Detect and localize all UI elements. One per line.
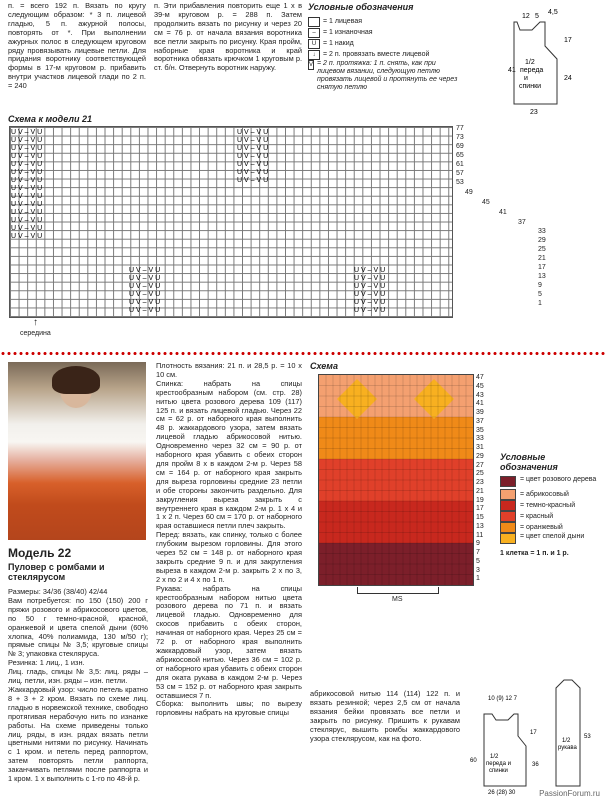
svg-text:23: 23 [530,109,538,116]
model22-text: Размеры: 34/36 (38/40) 42/44 Вам потребуется: по 150 (150) 200 г пряжи розового и абрикосового цветов, по 50 г темно-красной, красной, оранжевой и цвета спелой дыни (60% хлопка, 40% полиамида, 130 м/50 г); прямые спицы № 3,5; круговые спицы № 3; упаковка стекляруса. Резинка: 1 лиц., 1 изн. Лиц. гладь, спицы № 3,5: лиц. ряды – лиц. петли, изн. ряды – изн. петли. Жаккардовый узор: число петель кратно 8 + 3 + 2 кром. Вязать по схеме лиц. гладью в норвежской технике, свободно протягивая нерабочую нить по изнанке работы. На схеме приведены только лиц. ряды, в изн. рядах вязать петли цветными нитями по рисунку. Начинать с 1 кром. и петель перед раппортом, затем повторять петли раппорта, заканчивать петлями после раппорта и 1 кром. 1 х выполнить с 1-го по 48-й р. [8,588,148,784]
svg-text:U V – V U: U V – V U [11,145,43,152]
svg-text:U V – V U: U V – V U [11,185,43,192]
legend-color-darkred: = темно-красный [500,500,602,511]
svg-text:U V – V U: U V – V U [237,137,269,144]
svg-text:10 (9) 12 7: 10 (9) 12 7 [488,696,518,702]
svg-text:17: 17 [530,730,537,736]
svg-text:U V – V U: U V – V U [129,267,161,274]
svg-text:1/2: 1/2 [490,754,499,760]
svg-text:U V – V U: U V – V U [11,233,43,240]
svg-text:спинки: спинки [519,83,542,90]
svg-text:U V – V U: U V – V U [354,291,386,298]
arrow-up-icon: ↑ [33,317,38,328]
svg-text:1/2: 1/2 [562,738,571,744]
svg-text:спинки: спинки [489,768,508,774]
svg-text:U V – V U: U V – V U [237,153,269,160]
svg-text:24: 24 [564,75,572,82]
svg-text:60: 60 [470,758,477,764]
svg-text:U V – V U: U V – V U [237,145,269,152]
svg-text:и: и [524,75,528,82]
chart1-symbols [9,126,453,318]
pattern-schematic-bottom [460,676,604,796]
svg-text:U V – V U: U V – V U [11,161,43,168]
svg-text:U V – V U: U V – V U [11,153,43,160]
svg-text:U V – V U: U V – V U [237,169,269,176]
legend-item-yarnover: U = 1 накид [308,38,458,49]
svg-text:U V – V U: U V – V U [129,283,161,290]
svg-text:U V – V U: U V – V U [354,267,386,274]
section-divider [0,352,606,355]
top-text-col2: п. Эти прибавления повторить еще 1 х в 39-м круговом р. = 288 п. Затем продолжить вязать по рисунку и через 20 см = 76 р. от начала вязания воротника все петли закрыть по рисунку. Края пройм, наборные края воротника и край воротника обвязать крючком 1 круговым р. ст. б/н. Отвернуть воротник наружу. [154,1,302,73]
legend-item-knit: = 1 лицевая [308,16,458,27]
svg-text:U V – V U: U V – V U [11,137,43,144]
pattern-schematic-top [462,4,602,116]
svg-text:U V – V U: U V – V U [11,193,43,200]
svg-text:12: 12 [522,13,530,20]
legend-title: Условные обозначения [308,2,414,12]
svg-text:U V – V U: U V – V U [11,217,43,224]
svg-text:26 (28) 30: 26 (28) 30 [488,790,516,796]
chart2-title: Схема [310,361,338,371]
legend-note: 1 клетка = 1 п. и 1 р. [500,550,569,557]
legend-color-rose: = цвет розового дерева [500,476,602,487]
svg-text:U V – V U: U V – V U [129,275,161,282]
model-photo [8,362,146,540]
svg-text:36: 36 [532,762,539,768]
svg-text:U V – V U: U V – V U [354,275,386,282]
legend-item-ssk: V = 2 п. протяжка: 1 п. снять, как при лицевом вязании, следующую петлю провязать лицевой и протянуть ее через снятую петлю [309,60,458,91]
model22-subtitle: Пуловер с ромбами и стеклярусом [8,562,105,582]
svg-text:U V – V U: U V – V U [11,177,43,184]
svg-text:U V – V U: U V – V U [129,299,161,306]
legend-color-orange: = оранжевый [500,522,602,533]
svg-text:переда: переда [520,67,544,74]
svg-text:U V – V U: U V – V U [354,283,386,290]
svg-text:1/2: 1/2 [525,59,535,66]
svg-text:U V – V U: U V – V U [237,177,269,184]
chart2-row-numbers: 47 45 43 41 39 37 35 33 31 29 27 25 23 21 19 17 15 13 11 9 7 5 3 1 [476,374,484,583]
legend-color-melon: = цвет спелой дыни [500,533,602,544]
legend-colors: Условные обозначения = цвет розового дерева = абрикосовый = темно-красный = красный = оранжевый = цвет спелой дыни 1 клетка = 1 п. и 1 р. [500,452,602,557]
svg-text:переда и: переда и [486,761,511,767]
ms-bracket [357,587,439,594]
svg-text:U V – V U: U V – V U [237,161,269,168]
svg-text:4,5: 4,5 [548,9,558,16]
svg-text:41: 41 [508,67,516,74]
svg-text:U V – V U: U V – V U [129,291,161,298]
chart2-diamond [318,374,474,586]
svg-text:U V – V U: U V – V U [11,201,43,208]
chart1-center-label: середина [20,330,51,337]
svg-text:U V – V U: U V – V U [354,307,386,314]
legend-symbols [308,2,458,92]
legend-item-purl: – = 1 изнаночная [308,27,458,38]
chart1-row-numbers: 77 73 69 65 61 57 53 49 45 41 37 33 29 25 21 17 13 9 5 1 [456,125,546,307]
svg-text:U V – V U: U V – V U [354,299,386,306]
top-text-col1: п. = всего 192 п. Вязать по кругу следующим образом: * 3 п. лицевой гладью, 5 п. ажурной полосы, повторять от *. При выполнении ажурных полос в следующем круговом ряду провязывать лицевые петли. Для придания воротнику соответствующей формы в 17-м круговом р. прибавить внутри участков лицевой глади по 2 п. = 240 [8,1,146,91]
svg-text:U V – V U: U V – V U [129,307,161,314]
legend-color-red: = красный [500,511,602,522]
svg-text:рукава: рукава [558,745,577,751]
legend-color-apricot: = абрикосовый [500,489,602,500]
svg-text:U V – V U: U V – V U [11,129,43,136]
watermark: PassionForum.ru [539,789,600,798]
svg-text:5: 5 [535,13,539,20]
svg-text:17: 17 [564,37,572,44]
model22-title: Модель 22 [8,546,72,560]
svg-text:U V – V U: U V – V U [11,209,43,216]
chart1-title: Схема к модели 21 [8,114,92,124]
svg-text:53: 53 [584,734,591,740]
svg-text:U V – V U: U V – V U [237,129,269,136]
middle-text: Плотность вязания: 21 п. и 28,5 р. = 10 х 10 см. Спинка: набрать на спицы крестообразным набором (см. стр. 28) нитью цвета розового дерева 109 (117) 125 п. и вязать лицевой гладью. Через 22 см = 62 р. от наборного края выполнить 48 р. жаккардового узора, затем вязать лицевой гладью абрикосовой нитью. Одновременно через 32 см = 90 р. от наборного края убавить с обеих сторон для пройм 8 х в каждом 2-м р. Через 58 см = 164 р. от наборного края закрыть для выреза горловины средние 23 петли и обе стороны закончить раздельно. Для закругления выреза закрыть с внутреннего края в каждом 2-м р. 1 х 4 и 1 х 2 п. Через 60 см = 170 р. от наборного края оставшиеся петли плеч закрыть. Перед: вязать, как спинку, только с более глубоким вырезом горловины. Для этого через 52 см = 148 р. от наборного края закрыть средние 9 п. и для закругления выреза в каждом 2-м р. закрыть 2 х по 3, 2 х по 2 и 4 х по 1 п. Рукава: набрать на спицы крестообразным набором нитью цвета розового дерева по 71 п. и вязать лицевой гладью. Одновременно для скосов прибавить с обеих сторон, начиная от наборного края. Через 25 см = 72 р. от наборного края выполнить жаккардовый узор, затем вязать абрикосовой нитью. Через 36 см = 102 р. от наборного края убавить с обеих сторон для оката рукава в каждом 2-м р. Через 53 см = 152 р. от наборного края закрыть оставшиеся 7 п. Сборка: выполнить швы; по вырезу горловины набрать на круговые спицы [156,362,302,718]
legend-item-k2tog: ↓ = 2 п. провязать вместе лицевой [308,49,458,60]
svg-text:U V – V U: U V – V U [11,169,43,176]
bottom-text: абрикосовой нитью 114 (114) 122 п. и вязать резинкой; через 2,5 см от начала вязания бейки провязать все петли и закрыть по рисунку. Пришить к рукавам стеклярус, вышить ромбы жаккардового узора стеклярусом, как на фото. [310,689,460,743]
svg-text:U V – V U: U V – V U [11,225,43,232]
ms-label: MS [392,596,403,603]
